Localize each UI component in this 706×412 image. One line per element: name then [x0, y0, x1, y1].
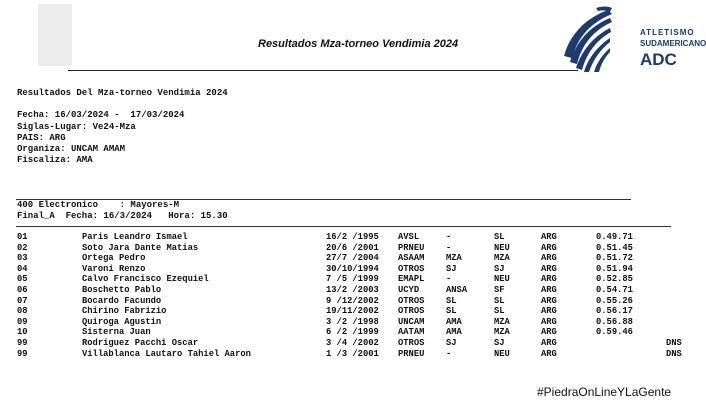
cell-pos: 09 — [17, 316, 28, 327]
cell-name: Boschetto Pablo — [82, 284, 162, 295]
cell-a: ANSA — [446, 284, 468, 295]
cell-b: SL — [494, 295, 505, 306]
cell-pos: 99 — [17, 348, 28, 359]
cell-name: Varoni Renzo — [82, 263, 146, 274]
cell-a: - — [446, 242, 452, 253]
cell-pos: 07 — [17, 295, 28, 306]
cell-date: 30/10/1994 — [326, 263, 379, 274]
header-divider — [68, 70, 578, 71]
cell-club: UNCAM — [398, 316, 425, 327]
cell-b: SF — [494, 284, 505, 295]
cell-name: Villablanca Lautaro Tahiel Aaron — [82, 348, 251, 359]
results-table — [0, 232, 694, 359]
cell-date: 16/2 /1995 — [326, 232, 379, 242]
cell-a: AMA — [446, 316, 462, 327]
table-row — [0, 317, 694, 328]
cell-club: PRNEU — [398, 242, 425, 253]
cell-club: PRNEU — [398, 348, 425, 359]
cell-club: ASAAM — [398, 253, 425, 264]
cell-pos: 01 — [17, 232, 28, 242]
cell-nat: ARG — [541, 337, 557, 348]
cell-date: 3 /2 /1998 — [326, 316, 379, 327]
info-pais: PAIS: ARG — [17, 133, 66, 143]
cell-date: 20/6 /2001 — [326, 242, 379, 253]
footer-hashtag: #PiedraOnLineYLaGente — [537, 385, 672, 399]
logo-text-adc: ADC — [640, 50, 677, 69]
event-title: 400 Electronico : Mayores-M — [17, 200, 180, 210]
cell-a: SJ — [446, 263, 457, 274]
cell-nat: ARG — [541, 295, 557, 306]
event-divider-bottom — [16, 226, 671, 227]
cell-date: 13/2 /2003 — [326, 284, 379, 295]
cell-name: Calvo Francisco Ezequiel — [82, 274, 209, 285]
cell-pos: 10 — [17, 327, 28, 338]
cell-date: 7 /5 /1999 — [326, 274, 379, 285]
table-row — [0, 243, 694, 254]
cell-pos: 02 — [17, 242, 28, 253]
cell-mark: 0.49.71 — [596, 232, 633, 242]
event-details: Final_A Fecha: 16/3/2024 Hora: 15.30 — [17, 211, 228, 221]
cell-date: 19/11/2002 — [326, 306, 379, 317]
cell-mark: 0.52.85 — [596, 274, 633, 285]
cell-mark: 0.51.72 — [596, 253, 633, 264]
cell-note: DNS — [666, 337, 682, 348]
cell-date: 9 /12/2002 — [326, 295, 379, 306]
cell-b: NEU — [494, 274, 510, 285]
header-placeholder-box — [38, 4, 72, 66]
cell-mark: 0.55.26 — [596, 295, 633, 306]
cell-club: OTROS — [398, 337, 425, 348]
cell-club: AVSL — [398, 232, 420, 242]
info-organiza: Organiza: UNCAM AMAM — [17, 144, 126, 154]
cell-b: SJ — [494, 263, 505, 274]
cell-b: MZA — [494, 253, 510, 264]
cell-name: Chirino Fabrizio — [82, 306, 167, 317]
cell-date: 27/7 /2004 — [326, 253, 379, 264]
cell-b: MZA — [494, 316, 510, 327]
logo-text-sudamericano: SUDAMERICANO — [640, 39, 706, 48]
cell-b: NEU — [494, 242, 510, 253]
cell-pos: 03 — [17, 253, 28, 264]
cell-a: MZA — [446, 253, 462, 264]
cell-pos: 99 — [17, 337, 28, 348]
cell-date: 6 /2 /1999 — [326, 327, 379, 338]
cell-mark: 0.56.88 — [596, 316, 633, 327]
results-heading: Resultados Del Mza-torneo Vendimia 2024 — [17, 88, 228, 98]
cell-nat: ARG — [541, 263, 557, 274]
cell-a: - — [446, 232, 452, 242]
cell-nat: ARG — [541, 232, 557, 242]
cell-date: 1 /3 /2001 — [326, 348, 379, 359]
cell-pos: 08 — [17, 306, 28, 317]
table-row — [0, 232, 694, 243]
cell-name: Quiroga Agustin — [82, 316, 162, 327]
cell-a: - — [446, 348, 452, 359]
cell-nat: ARG — [541, 242, 557, 253]
cell-club: UCYD — [398, 284, 420, 295]
table-row — [0, 327, 694, 338]
cell-name: Paris Leandro Ismael — [82, 232, 188, 242]
cell-a: SL — [446, 306, 457, 317]
cell-name: Sisterna Juan — [82, 327, 151, 338]
cell-nat: ARG — [541, 274, 557, 285]
cell-mark: 0.54.71 — [596, 284, 633, 295]
cell-mark: 0.59.46 — [596, 327, 633, 338]
cell-pos: 05 — [17, 274, 28, 285]
cell-club: OTROS — [398, 295, 425, 306]
cell-nat: ARG — [541, 284, 557, 295]
cell-b: NEU — [494, 348, 510, 359]
cell-club: EMAPL — [398, 274, 425, 285]
cell-a: SJ — [446, 337, 457, 348]
table-row — [0, 306, 694, 317]
cell-a: AMA — [446, 327, 462, 338]
cell-b: MZA — [494, 327, 510, 338]
cell-b: SJ — [494, 337, 505, 348]
cell-mark: 0.51.94 — [596, 263, 633, 274]
cell-name: Ortega Pedro — [82, 253, 146, 264]
cell-nat: ARG — [541, 253, 557, 264]
page-title: Resultados Mza-torneo Vendimia 2024 — [258, 38, 459, 50]
cell-note: DNS — [666, 348, 682, 359]
cell-mark: 0.51.45 — [596, 242, 633, 253]
cell-club: AATAM — [398, 327, 425, 338]
table-row — [0, 285, 694, 296]
table-row — [0, 274, 694, 285]
cell-pos: 04 — [17, 263, 28, 274]
cell-nat: ARG — [541, 327, 557, 338]
cell-date: 3 /4 /2002 — [326, 337, 379, 348]
logo-text-atletismo: ATLETISMO — [640, 28, 695, 37]
cell-a: SL — [446, 295, 457, 306]
table-row — [0, 349, 694, 360]
info-fecha: Fecha: 16/03/2024 - 17/03/2024 — [17, 110, 185, 120]
cell-name: Bocardo Facundo — [82, 295, 162, 306]
table-row — [0, 264, 694, 275]
table-row — [0, 296, 694, 307]
cell-b: SL — [494, 306, 505, 317]
table-row — [0, 253, 694, 264]
cell-club: OTROS — [398, 306, 425, 317]
cell-club: OTROS — [398, 263, 425, 274]
cell-name: Rodriguez Pacchi Oscar — [82, 337, 199, 348]
cell-nat: ARG — [541, 316, 557, 327]
cell-b: SL — [494, 232, 505, 242]
table-row — [0, 338, 694, 349]
cell-mark: 0.56.17 — [596, 306, 633, 317]
cell-a: - — [446, 274, 452, 285]
cell-name: Soto Jara Dante Matias — [82, 242, 199, 253]
cell-nat: ARG — [541, 306, 557, 317]
cell-pos: 06 — [17, 284, 28, 295]
info-fiscaliza: Fiscaliza: AMA — [17, 155, 93, 165]
info-siglas: Siglas-Lugar: Ve24-Mza — [17, 122, 136, 132]
cell-nat: ARG — [541, 348, 557, 359]
